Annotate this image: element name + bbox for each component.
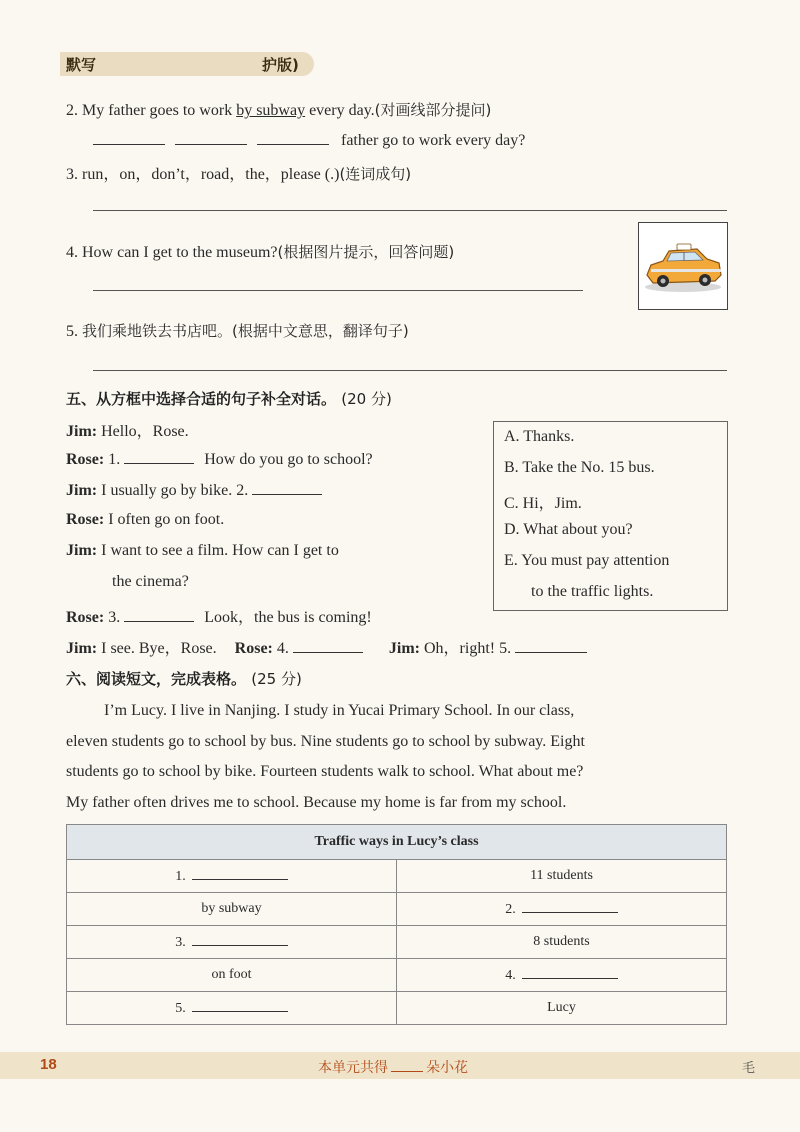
section-6-score: (25 分) bbox=[251, 670, 302, 688]
q4-answer-line[interactable] bbox=[93, 290, 583, 291]
q2-instruction: (对画线部分提问) bbox=[374, 101, 492, 119]
q2-text-after: every day. bbox=[309, 102, 375, 119]
cell-number: 1. bbox=[175, 869, 186, 884]
dialogue-text: Hello，Rose. bbox=[101, 423, 189, 440]
option-b bbox=[504, 459, 655, 477]
dialogue-line-5 bbox=[66, 542, 339, 560]
speaker-label: Jim: bbox=[66, 542, 98, 559]
header-left-text: 默写 bbox=[66, 56, 97, 74]
dialogue-line-4 bbox=[66, 511, 224, 529]
question-2 bbox=[66, 99, 491, 120]
blank-number: 5. bbox=[499, 640, 512, 657]
taxi-image-box bbox=[638, 222, 728, 310]
table-row bbox=[67, 959, 727, 992]
dialogue-line-3 bbox=[66, 480, 322, 500]
flower-count bbox=[318, 1057, 468, 1077]
q3-text: run，on，don’t，road，the，please (.) bbox=[82, 166, 340, 183]
table-cell bbox=[397, 893, 727, 926]
option-e bbox=[504, 552, 669, 570]
dialogue-blank-4[interactable] bbox=[293, 638, 363, 653]
dialogue-blank-1[interactable] bbox=[124, 449, 194, 464]
table-cell: on foot bbox=[67, 959, 397, 992]
option-text: Thanks. bbox=[523, 428, 575, 445]
dialogue-blank-2[interactable] bbox=[252, 480, 322, 495]
table-blank-5[interactable] bbox=[192, 999, 288, 1012]
table-blank-3[interactable] bbox=[192, 933, 288, 946]
corner-mark: 毛 bbox=[742, 1061, 756, 1076]
taxi-icon bbox=[639, 223, 727, 309]
table-cell bbox=[67, 992, 397, 1025]
dialogue-line-1 bbox=[66, 418, 189, 441]
speaker-label: Rose: bbox=[234, 640, 273, 657]
cell-number: 2. bbox=[505, 902, 516, 917]
option-letter: E. bbox=[504, 552, 518, 569]
dialogue-line-6 bbox=[66, 604, 372, 627]
blank-number: 2. bbox=[236, 482, 249, 499]
flower-label-before: 本单元共得 bbox=[318, 1060, 388, 1076]
table-row bbox=[67, 992, 727, 1025]
speaker-label: Jim: bbox=[388, 640, 420, 657]
flower-label-after: 朵小花 bbox=[426, 1060, 468, 1076]
table-cell bbox=[67, 926, 397, 959]
blank-number: 3. bbox=[108, 609, 121, 626]
speaker-label: Rose: bbox=[66, 451, 105, 468]
q2-answer-tail: father go to work every day? bbox=[341, 132, 526, 149]
option-e-cont: to the traffic lights. bbox=[531, 583, 654, 600]
dialogue-text: I often go on foot. bbox=[108, 511, 225, 528]
passage-line-4: My father often drives me to school. Because my home is far from my school. bbox=[66, 794, 567, 811]
speaker-label: Jim: bbox=[66, 482, 98, 499]
option-text: Hi，Jim. bbox=[522, 495, 582, 512]
q3-number: 3. bbox=[66, 166, 78, 183]
section-6-title bbox=[66, 668, 302, 689]
dialogue-text: Look，the bus is coming! bbox=[204, 609, 372, 626]
cell-number: 3. bbox=[175, 935, 186, 950]
option-text: You must pay attention bbox=[521, 552, 670, 569]
q2-answer-line bbox=[93, 130, 525, 150]
traffic-table bbox=[66, 824, 727, 1025]
option-a bbox=[504, 428, 574, 446]
section-5-title-text: 五、从方框中选择合适的句子补全对话。 bbox=[66, 390, 337, 408]
table-row bbox=[67, 926, 727, 959]
table-title: Traffic ways in Lucy’s class bbox=[67, 825, 727, 860]
q4-instruction: (根据图片提示，回答问题) bbox=[277, 243, 455, 261]
cell-number: 4. bbox=[505, 968, 516, 983]
dialogue-blank-5[interactable] bbox=[515, 638, 587, 653]
table-header-row bbox=[67, 825, 727, 860]
q2-text-before: My father goes to work bbox=[82, 102, 233, 119]
blank-number: 4. bbox=[276, 640, 289, 657]
table-cell bbox=[397, 959, 727, 992]
table-blank-4[interactable] bbox=[522, 966, 618, 979]
q2-blank-2[interactable] bbox=[175, 130, 247, 145]
dialogue-text: Oh，right! bbox=[423, 640, 496, 657]
option-letter: A. bbox=[504, 428, 520, 445]
option-letter: C. bbox=[504, 495, 519, 512]
dialogue-text: I usually go by bike. bbox=[101, 482, 233, 499]
q5-text: 我们乘地铁去书店吧。 bbox=[82, 322, 233, 340]
section-6-title-text: 六、阅读短文，完成表格。 bbox=[66, 670, 247, 688]
header-right-text: 护版) bbox=[262, 56, 299, 74]
question-5 bbox=[66, 320, 409, 341]
q2-blank-1[interactable] bbox=[93, 130, 165, 145]
flower-count-blank[interactable] bbox=[391, 1061, 423, 1072]
table-cell: 11 students bbox=[397, 860, 727, 893]
question-4 bbox=[66, 241, 454, 262]
q5-answer-line[interactable] bbox=[93, 370, 727, 371]
q5-instruction: (根据中文意思，翻译句子) bbox=[232, 322, 409, 340]
dialogue-text: I see. Bye，Rose. bbox=[101, 640, 217, 657]
q2-blank-3[interactable] bbox=[257, 130, 329, 145]
table-cell: by subway bbox=[67, 893, 397, 926]
q2-number: 2. bbox=[66, 102, 78, 119]
speaker-label: Jim: bbox=[66, 423, 98, 440]
page-number: 18 bbox=[40, 1056, 57, 1073]
option-text: Take the No. 15 bus. bbox=[522, 459, 655, 476]
section-5-score: (20 分) bbox=[341, 390, 392, 408]
passage-line-2: eleven students go to school by bus. Nine students go to school by subway. Eight bbox=[66, 733, 585, 750]
question-3 bbox=[66, 161, 411, 184]
dialogue-line-5-cont: the cinema? bbox=[112, 573, 189, 590]
q3-instruction: (连词成句) bbox=[339, 165, 412, 183]
table-row bbox=[67, 860, 727, 893]
q3-answer-line[interactable] bbox=[93, 210, 727, 211]
passage-line-1: I’m Lucy. I live in Nanjing. I study in Yucai Primary School. In our class, bbox=[104, 702, 575, 719]
dialogue-text: I want to see a film. How can I get to bbox=[101, 542, 339, 559]
dialogue-text: How do you go to school? bbox=[204, 451, 373, 468]
q4-number: 4. bbox=[66, 244, 78, 261]
section-5-title bbox=[66, 388, 392, 409]
passage-line-3: students go to school by bike. Fourteen students walk to school. What about me? bbox=[66, 763, 584, 780]
blank-number: 1. bbox=[108, 451, 121, 468]
q5-number: 5. bbox=[66, 323, 78, 340]
dialogue-line-2 bbox=[66, 449, 373, 469]
option-c bbox=[504, 490, 582, 513]
table-cell: 8 students bbox=[397, 926, 727, 959]
table-cell bbox=[67, 860, 397, 893]
speaker-label: Rose: bbox=[66, 609, 105, 626]
table-row bbox=[67, 893, 727, 926]
dialogue-blank-3[interactable] bbox=[124, 607, 194, 622]
cell-number: 5. bbox=[175, 1001, 186, 1016]
table-blank-1[interactable] bbox=[192, 867, 288, 880]
q2-underlined-text: by subway bbox=[236, 102, 306, 119]
speaker-label: Rose: bbox=[66, 511, 105, 528]
option-d bbox=[504, 521, 633, 539]
dialogue-line-7 bbox=[66, 635, 587, 658]
table-cell: Lucy bbox=[397, 992, 727, 1025]
q4-text: How can I get to the museum? bbox=[82, 244, 278, 261]
speaker-label: Jim: bbox=[66, 640, 98, 657]
option-text: What about you? bbox=[523, 521, 633, 538]
table-blank-2[interactable] bbox=[522, 900, 618, 913]
option-letter: D. bbox=[504, 521, 520, 538]
option-letter: B. bbox=[504, 459, 519, 476]
